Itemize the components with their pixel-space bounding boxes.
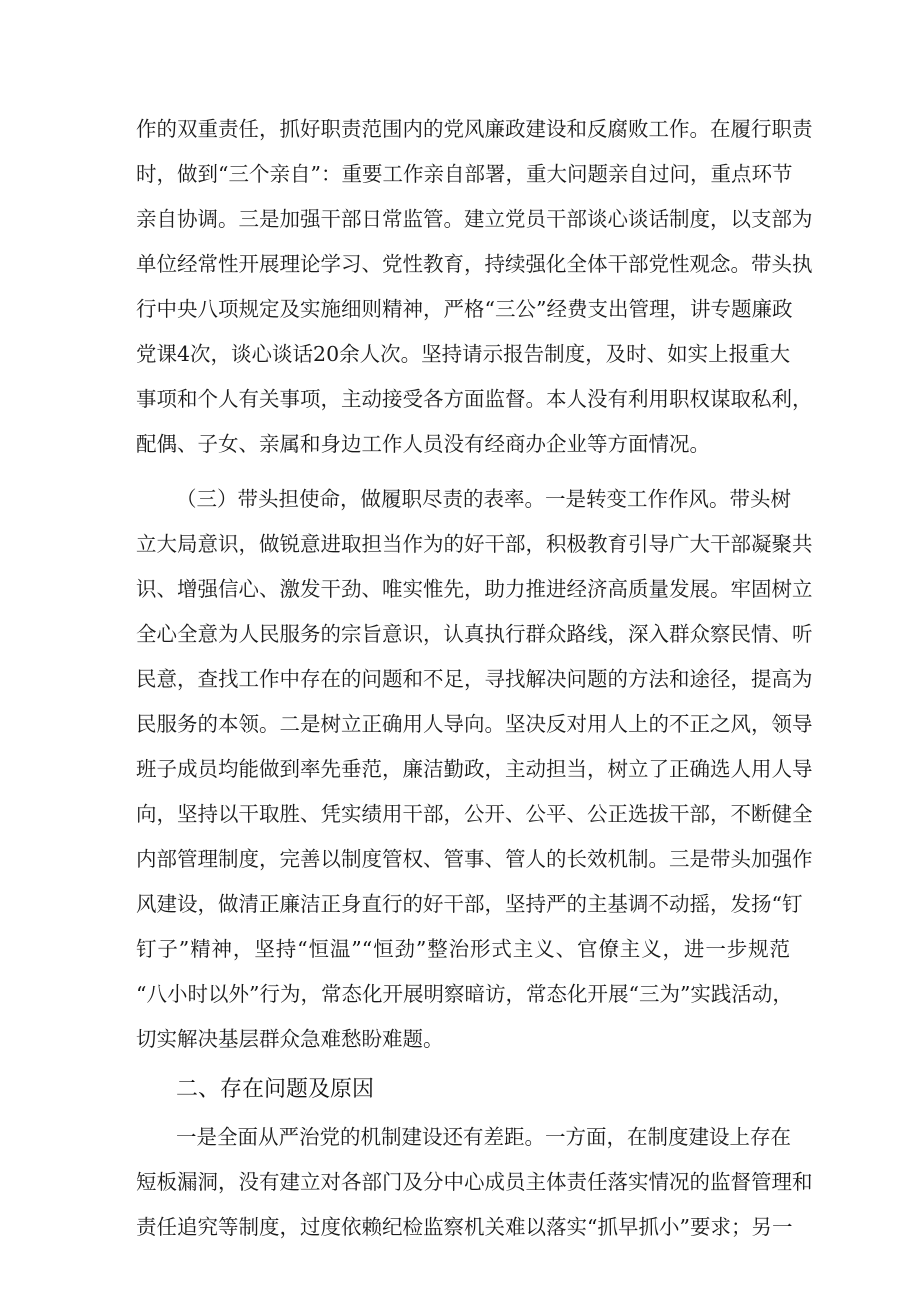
text-line: “八小时以外”行为，常态化开展明察暗访，常态化开展“三为”实践活动， xyxy=(136,982,793,1006)
text-line: 识、增强信心、激发干劲、唯实惟先，助力推进经济高质量发展。牢固树立 xyxy=(136,577,813,601)
text-line: 短板漏洞，没有建立对各部门及分中心成员主体责任落实情况的监督管理和 xyxy=(136,1170,813,1194)
text-line: 单位经常性开展理论学习、党性教育，持续强化全体干部党性观念。带头执 xyxy=(136,252,813,276)
text-line: 一是全面从严治党的机制建设还有差距。一方面，在制度建设上存在 xyxy=(176,1125,791,1149)
text-line: 亲自协调。三是加强干部日常监管。建立党员干部谈心谈话制度，以支部为 xyxy=(136,207,813,231)
text-line: 行中央八项规定及实施细则精神，严格“三公”经费支出管理，讲专题廉政 xyxy=(136,297,793,321)
text-line: 时，做到“三个亲自”：重要工作亲自部署，重大问题亲自过问，重点环节 xyxy=(136,162,793,186)
text-line: 责任追究等制度，过度依赖纪检监察机关难以落实“抓早抓小”要求；另一 xyxy=(136,1215,793,1239)
text-line: 钉子”精神，坚持“恒温”“恒劲”整治形式主义、官僚主义，进一步规范 xyxy=(136,937,790,961)
text-line: 民服务的本领。二是树立正确用人导向。坚决反对用人上的不正之风，领导 xyxy=(136,712,813,736)
text-line: （三）带头担使命，做履职尽责的表率。一是转变工作作风。带头树 xyxy=(176,487,791,511)
text-line: 作的双重责任，抓好职责范围内的党风廉政建设和反腐败工作。在履行职责 xyxy=(136,117,813,141)
section-heading: 二、存在问题及原因 xyxy=(176,1077,375,1102)
text-line: 党课4次，谈心谈话20余人次。坚持请示报告制度，及时、如实上报重大 xyxy=(136,342,791,366)
text-line: 民意，查找工作中存在的问题和不足，寻找解决问题的方法和途径，提高为 xyxy=(136,667,813,691)
text-line: 向，坚持以干取胜、凭实绩用干部，公开、公平、公正选拔干部，不断健全 xyxy=(136,802,813,826)
text-line: 立大局意识，做锐意进取担当作为的好干部，积极教育引导广大干部凝聚共 xyxy=(136,532,813,556)
text-line: 班子成员均能做到率先垂范，廉洁勤政，主动担当，树立了正确选人用人导 xyxy=(136,757,813,781)
text-line: 内部管理制度，完善以制度管权、管事、管人的长效机制。三是带头加强作 xyxy=(136,847,813,871)
text-line: 配偶、子女、亲属和身边工作人员没有经商办企业等方面情况。 xyxy=(136,432,710,456)
text-line: 事项和个人有关事项，主动接受各方面监督。本人没有利用职权谋取私利， xyxy=(136,387,813,411)
text-line: 风建设，做清正廉洁正身直行的好干部，坚持严的主基调不动摇，发扬“钉 xyxy=(136,892,803,916)
text-line: 切实解决基层群众急难愁盼难题。 xyxy=(136,1027,444,1051)
text-line: 全心全意为人民服务的宗旨意识，认真执行群众路线，深入群众察民情、听 xyxy=(136,622,813,646)
